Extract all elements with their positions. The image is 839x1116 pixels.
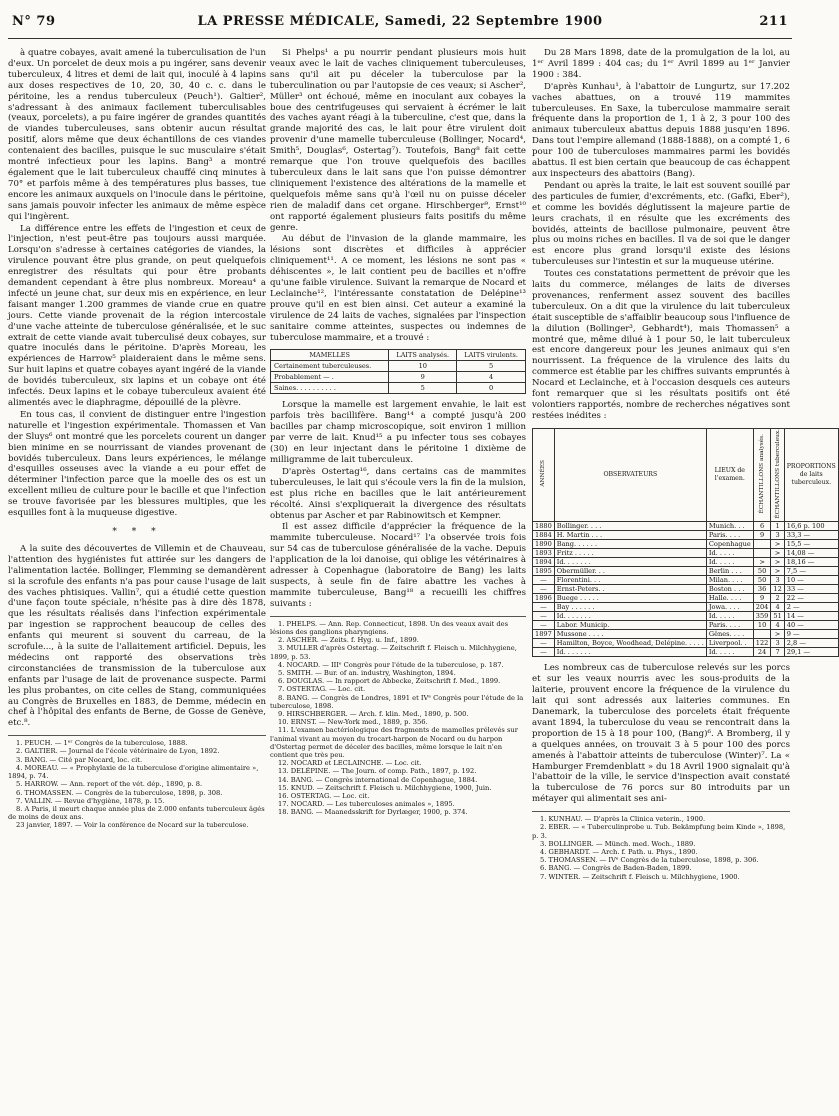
table-cell: Bay . . . . . .: [554, 603, 706, 612]
table-cell: 204: [753, 603, 771, 612]
table-cell: 1890: [533, 540, 555, 549]
table-row: [533, 603, 839, 612]
footnote: 8. A Paris, il meurt chaque année plus de 2.000 enfants tuberculeux âgés de moins de deux ans.: [8, 804, 265, 822]
table-cell: >: [771, 630, 784, 639]
table-cell: Boston . . .: [706, 585, 753, 594]
table-cell: 2,8 —: [784, 639, 838, 648]
table-row: [533, 567, 839, 576]
page-header: [0, 0, 800, 40]
table-cell: Saines. . . . . . . . . .: [271, 383, 389, 394]
table-row: [533, 639, 839, 648]
table-cell: Certainement tuberculeuses.: [271, 361, 389, 372]
table-cell: Id. . . . .: [706, 558, 753, 567]
column-middle: [270, 48, 526, 1094]
table-row: [533, 558, 839, 567]
table-cell: 7: [771, 648, 784, 657]
table-cell: —: [533, 648, 555, 657]
table-header: PROPORTIONS de laits tuberculeux.: [784, 428, 838, 522]
table-cell: —: [533, 612, 555, 621]
footnote: 17. NOCARD. — Les tuberculoses animales », 1895.: [278, 800, 455, 809]
paragraph: La différence entre les effets de l'ingestion et ceux de l'injection, n'est peut-être pas toujours aussi marquée. Lorsqu'on s'adresse à certaines catégories de viandes, la virulence pouvant être plus grande, on peut quelquefois enregistrer des résultats qui pour être probants demandent cependant à être plus nombreux. Moreau⁴ a infecté un jeune chat, sur deux mis en expérience, en leur faisant manger 1.200 grammes de viande crue en quatre jours. Cette viande provenait de la région intercostale d'une vache atteinte de tuberculose généralisée, et le suc extrait de cette viande avait tuberculisé deux cobayes, sur quatre inoculés dans le péritoine. D'après Moreau, les expériences de Harrow⁵ plaideraient dans le même sens. Sur huit lapins et quatre cobayes ayant ingéré de la viande de bovidés tuberculeux, six lapins et un cobaye ont été infectés. Deux lapins et le cobaye tuberculeux avaient été alimentés avec le diaphragme, dépouillé de la plèvre.: [8, 223, 266, 408]
footnote: 18. BANG. — Maanedsskrift for Dyrlæger, 1900, p. 374.: [278, 808, 468, 817]
table-cell: Mussone . . . .: [554, 630, 706, 639]
header-rule: [8, 38, 792, 39]
table-cell: —: [533, 576, 555, 585]
table-cell: 18,16 —: [784, 558, 838, 567]
table-row: [533, 522, 839, 531]
table-cell: 36: [753, 585, 771, 594]
table-cell: >: [753, 558, 771, 567]
issue-number: N° 79: [12, 14, 56, 29]
column-right: [532, 48, 836, 1094]
table-cell: Id. . . . . . .: [554, 558, 706, 567]
table-cell: 33,3 —: [784, 531, 838, 540]
table-cell: Ernst-Peters. .: [554, 585, 706, 594]
footnote: 3. BOLLINGER. — Münch. med. Woch., 1889.: [540, 839, 696, 848]
table-cell: 10: [389, 361, 457, 372]
table-cell: Id. . . . .: [706, 648, 753, 657]
table-cell: H. Martin . . .: [554, 531, 706, 540]
footnotes: [8, 735, 266, 829]
table-cell: 50: [753, 576, 771, 585]
table-cell: Id. . . . .: [706, 612, 753, 621]
table-header: LAITS analysés.: [389, 350, 457, 361]
footnote: 14. BANG. — Congrès international de Copenhague, 1884.: [278, 775, 478, 784]
paragraph: D'après Kunhau¹, à l'abattoir de Lungurtz, sur 17.202 vaches abattues, on a trouvé 119 mammites tuberculeuses. En Saxe, la tuberculose mammaire serait fréquente dans la proportion de 1, 1 à 2, 3 pour 100 des animaux tuberculeux abattus depuis 1888 jusqu'en 1896. Dans tout l'empire allemand (1888-1888), on a compté 1, 6 pour 100 de tuberculoses mammaires parmi les bovidés abattus. Il est bien certain que beaucoup de cas échappent aux inspecteurs des abattoirs (Bang).: [532, 81, 790, 179]
table-cell: 40 —: [784, 621, 838, 630]
table-cell: 7,5 —: [784, 567, 838, 576]
table-cell: Hamilton, Boyce, Woodhead, Delépine. . . . .: [554, 639, 706, 648]
footnote: 2. EBER. — « Tuberculinprobe u. Tub. Bekämpfung beim Kinde », 1898, p. 3.: [532, 823, 786, 840]
table-cell: Bollinger. . . .: [554, 522, 706, 531]
table-row: [533, 540, 839, 549]
table-cell: Florentini. . .: [554, 576, 706, 585]
table-cell: 9: [389, 372, 457, 383]
table-row: [533, 531, 839, 540]
paragraph: Si Phelps¹ a pu nourrir pendant plusieurs mois huit veaux avec le lait de vaches cliniquement tuberculeuses, sans qu'il ait pu déceler la tuberculose par la tuberculination ou par l'autopsie de ces veaux; si Ascher², Müller³ ont échoué, même en inoculant aux cobayes la boue des centrifugeuses qui servaient à écrémer le lait des vaches ayant réagi à la tuberculine, c'est que, dans la grande majorité des cas, le lait pour être virulent doit provenir d'une mamelle tuberculeuse (Bollinger, Nocard⁴, Smith⁵, Douglas⁶, Ostertag⁷). Toutefois, Bang⁸ fait cette remarque que l'on trouve quelquefois des bacilles tuberculeux dans le lait sans que l'on puisse démontrer cliniquement l'existence des altérations de la mamelle et quelquefois même sans qu'à l'œil nu on puisse déceler rien de maladif dans cet organe. Hirschberger⁹, Ernst¹⁰ ont rapporté également plusieurs faits positifs du même genre.: [270, 48, 526, 233]
table-cell: 4: [771, 603, 784, 612]
table-cell: 3: [771, 531, 784, 540]
footnote: 3. BANG. — Cité par Nocard, loc. cit.: [16, 755, 143, 764]
table-cell: 10 —: [784, 576, 838, 585]
table-row: [533, 594, 839, 603]
table-cell: 4: [457, 372, 526, 383]
table-cell: 1896: [533, 594, 555, 603]
table-cell: >: [771, 558, 784, 567]
table-cell: 2 —: [784, 603, 838, 612]
table-cell: 2: [771, 594, 784, 603]
footnote: 10. ERNST. — New-York med., 1889, p. 356.: [278, 718, 428, 727]
table-cell: 359: [753, 612, 771, 621]
section-separator: * * *: [112, 526, 162, 537]
table-cell: 29,1 —: [784, 648, 838, 657]
journal-title: LA PRESSE MÉDICALE, Samedi, 22 Septembre 1900: [197, 14, 603, 29]
footnote: 6. THOMASSEN. — Congrès de la tuberculose, 1898, p. 308.: [16, 788, 223, 797]
table-row: [271, 361, 526, 372]
table-cell: >: [771, 549, 784, 558]
footnote: 4. GEBHARDT. — Arch. f. Path. u. Phys., 1890.: [540, 847, 698, 856]
footnote: 6. BANG. — Congrès de Baden-Baden, 1899.: [540, 864, 692, 873]
table-header: ÉCHANTILLONS analysés.: [753, 428, 771, 522]
table-cell: 15,5 —: [784, 540, 838, 549]
paragraph: A la suite des découvertes de Villemin et de Chauveau, l'attention des hygiénistes fut attirée sur les dangers de l'alimentation lactée. Bollinger, Flemming se demandèrent si la scrofule des enfants n'a pas pour cause l'usage de lait des vaches phtisiques. Vallin⁷, qui a étudié cette question d'une façon toute spéciale, n'hésite pas à dire dès 1878, que les résultats réalisés dans l'infection expérimentale par ingestion se rapprochent beaucoup de celles des enfants qui meurent si souvent du carreau, de la scrofule..., à la suite de l'allaitement artificiel. Depuis, les médecins ont rapporté des observations très circonstanciées de transmission de la tuberculose aux enfants par l'usage de lait de provenance suspecte. Parmi les plus probantes, on cite celles de Stang, communiquées au Congrès de Bruxelles en 1883, de Demme, médecin en chef à l'hôpital des enfants de Berne, de Gosse de Genève, etc.⁸.: [8, 543, 266, 729]
footnote: 11. L'examen bactériologique des fragments de mamelles prélevés sur l'animal vivant au moyen du trocart-harpon de Nocard ou du harpon d'Ostertag permet de déceler des bacilles, même lorsque le lait n'en contient que très peu.: [270, 726, 518, 759]
footnote: 4. MOREAU. — « Prophylaxie de la tuberculose d'origine alimentaire », 1894, p. 74.: [8, 763, 259, 781]
paragraph: D'après Ostertag¹⁶, dans certains cas de mammites tuberculeuses, le lait qui s'écoule vers la fin de la mulsion, est plus riche en bacilles que le lait antérieurement récolté. Ainsi s'expliquerait la divergence des résultats obtenus par Ascher et par Rabinowitsch et Kempner.: [270, 466, 526, 521]
footnote: 1. PHELPS. — Ann. Rep. Connecticut, 1898. Un des veaux avait des lésions des ganglions pharyngiens.: [270, 619, 509, 636]
table-row: [533, 585, 839, 594]
table-cell: 1897: [533, 630, 555, 639]
table-cell: Probablement — .: [271, 372, 389, 383]
page-number: 211: [759, 14, 788, 29]
table-cell: 1880: [533, 522, 555, 531]
table-cell: —: [533, 585, 555, 594]
footnote: 8. BANG. — Congrès de Londres, 1891 et IVᵉ Congrès pour l'étude de la tuberculose, 1898.: [270, 693, 524, 710]
table-cell: 14,08 —: [784, 549, 838, 558]
table-cell: —: [533, 603, 555, 612]
table-cell: [753, 630, 771, 639]
paragraph: Du 28 Mars 1898, date de la promulgation de la loi, au 1ᵉʳ Avril 1899 : 404 cas; du 1ᵉʳ Avril 1899 au 1ᵉʳ Janvier 1900 : 384.: [532, 48, 790, 80]
table-cell: Gênes. . . .: [706, 630, 753, 639]
paragraph: Les nombreux cas de tuberculose relevés sur les porcs et sur les veaux nourris avec les sous-produits de la laiterie, prouvent encore la fréquence de la virulence du lait qui sont adressés aux laiteries communes. En Danemark, la tuberculose des porcelets était fréquente avant 1894, la tuberculose du veau se rencontrait dans la proportion de 15 à 18 pour 100, (Bang)⁶. A Bromberg, il y a quelques années, on trouvait 3 à 5 pour 100 des porcs amenés à l'abattoir atteints de tuberculose (Winter)⁷. La « Hamburger Fremdenblatt » du 18 Avril 1900 signalait qu'à l'abattoir de la ville, le service d'inspection avait constaté la tuberculose de 76 porcs sur 80 introduits par un métayer qui alimentait ses ani-: [532, 663, 790, 805]
footnotes: [270, 616, 526, 817]
paragraph: Lorsque la mamelle est largement envahie, le lait est parfois très bacillifère. Bang¹⁴ a compté jusqu'à 200 bacilles par champ microscopique, soit environ 1 million par verre de lait. Knud¹⁵ a pu infecter tous ses cobayes (30) en leur injectant dans le péritoine 1 dixième de milligramme de lait tuberculeux.: [270, 400, 526, 465]
table-cell: 9: [753, 594, 771, 603]
table-cell: >: [771, 567, 784, 576]
table-cell: 3: [771, 639, 784, 648]
table-header: LAITS virulents.: [457, 350, 526, 361]
footnotes: [532, 811, 790, 881]
table-cell: 51: [771, 612, 784, 621]
paragraph: Au début de l'invasion de la glande mammaire, les lésions sont discrètes et difficiles à apprécier cliniquement¹¹. A ce moment, les lésions ne sont pas « déhiscentes », le lait contient peu de bacilles et n'offre qu'une faible virulence. Suivant la remarque de Nocard et Leclainche¹², l'intéressante constatation de Delépine¹³ prouve qu'il en est bien ainsi. Cet auteur a examiné la virulence de 24 laits de vaches, signalées par l'inspection sanitaire comme atteintes, suspectes ou indemnes de tuberculose mammaire, et a trouvé :: [270, 234, 526, 343]
footnote: 4. NOCARD. — IIIᵉ Congrès pour l'étude de la tuberculose, p. 187.: [278, 660, 504, 669]
footnote: 7. VALLIN. — Revue d'hygiène, 1878, p. 15.: [16, 796, 165, 805]
table-cell: 22 —: [784, 594, 838, 603]
table-cell: Obermüller. . .: [554, 567, 706, 576]
table-cell: 1894: [533, 558, 555, 567]
table-cell: 16,6 p. 100: [784, 522, 838, 531]
table-cell: 3: [771, 576, 784, 585]
table-body: [533, 522, 839, 657]
footnote: 7. WINTER. — Zeitschrift f. Fleisch u. Milchhygiene, 1900.: [540, 872, 740, 881]
commerce-milk-table: [532, 428, 839, 658]
paragraph: Il est assez difficile d'apprécier la fréquence de la mammite tuberculeuse. Nocard¹⁷ l'a observée trois fois sur 54 cas de tuberculose généralisée de la vache. Depuis l'application de la loi danoise, qui oblige les vétérinaires à adresser à Copenhague (laboratoire de Bang) les laits suspects, à seule fin de faire abattre les vaches à mammite tuberculeuse, Bang¹⁸ a recueilli les chiffres suivants :: [270, 522, 526, 609]
table-header: MAMELLES: [271, 350, 389, 361]
table-header: LIEUX de l'examen.: [706, 428, 753, 522]
table-cell: 24: [753, 648, 771, 657]
table-header: OBSERVATEURS: [554, 428, 706, 522]
table-cell: 122: [753, 639, 771, 648]
table-cell: [753, 549, 771, 558]
table-cell: Paris. . . .: [706, 531, 753, 540]
footnote: 23 janvier, 1897. — Voir la conférence de Nocard sur la tuberculose.: [16, 821, 249, 830]
footnote: 5. HARROW. — Ann. report of the vét. dép., 1890, p. 8.: [16, 780, 203, 789]
table-cell: 50: [753, 567, 771, 576]
footnote: 6. DOUGLAS. — In rapport de Abbecke, Zeitschrift f. Med., 1899.: [278, 677, 501, 686]
table-row: [271, 372, 526, 383]
table-cell: 5: [389, 383, 457, 394]
table-cell: Liverpool. .: [706, 639, 753, 648]
table-cell: 5: [457, 361, 526, 372]
table-cell: —: [533, 639, 555, 648]
footnote: 5. THOMASSEN. — IVᵉ Congrès de la tuberculose, 1898, p. 306.: [540, 856, 759, 865]
table-header: ÉCHANTILLONS tuberculeux.: [771, 428, 784, 522]
table-cell: 33 —: [784, 585, 838, 594]
footnote: 3. MULLER d'après Ostertag. — Zeitschrift f. Fleisch u. Milchhygiene, 1899, p. 53.: [270, 644, 517, 661]
table-cell: 1: [771, 522, 784, 531]
table-row: [533, 612, 839, 621]
table-cell: Munich. . .: [706, 522, 753, 531]
table-cell: 0: [457, 383, 526, 394]
table-cell: —: [533, 621, 555, 630]
table-cell: 1895: [533, 567, 555, 576]
table-cell: Bang. . . . . .: [554, 540, 706, 549]
table-cell: 10: [753, 621, 771, 630]
paragraph: En tous cas, il convient de distinguer entre l'ingestion naturelle et l'ingestion expérimentale. Thomassen et Van der Sluys⁶ ont montré que les porcelets courent un danger bien minime en se nourrissant de viandes provenant de bovidés tuberculeux. Dans leurs expériences, le mélange d'esquilles osseuses avec la viande a eu pour effet de déterminer l'infection parce que la moelle des os est un excellent milieu de culture pour le bacille et que l'infection se trouve favorisée par les blessures multiples, que les esquilles font à la muqueuse digestive.: [8, 409, 266, 519]
table-cell: Id. . . . .: [706, 549, 753, 558]
footnote: 7. OSTERTAG. — Loc. cit.: [278, 685, 366, 694]
table-cell: 6: [753, 522, 771, 531]
table-cell: Fritz . . . . .: [554, 549, 706, 558]
table-row: [271, 383, 526, 394]
paragraph: Pendant ou après la traite, le lait est souvent souillé par des particules de fumier, d'excréments, etc. (Gafki, Eber²), et comme les bovidés déglutissent la majeure partie de leurs crachats, il en résulte que les excréments des bovidés, atteints de bacillose pulmonaire, peuvent être plus ou moins riches en bacilles. Il va de soi que le danger est encore plus grand lorsqu'il existe des lésions tuberculeuses sur l'intestin et sur la muqueuse utérine.: [532, 180, 790, 268]
table-row: [533, 576, 839, 585]
footnote: 9. HIRSCHBERGER. — Arch. f. klin. Med., 1890, p. 500.: [278, 709, 469, 718]
table-cell: Milan. . . .: [706, 576, 753, 585]
mamelles-table: [270, 349, 526, 394]
table-header: ANNÉES: [533, 428, 555, 522]
table-cell: 9 —: [784, 630, 838, 639]
footnote: 2. ASCHER. — Zeits. f. Hyg. u. Inf., 1899.: [278, 636, 419, 645]
footnote: 13. DELÉPINE. — The Journ. of comp. Path., 1897, p. 192.: [278, 767, 477, 776]
table-cell: 1893: [533, 549, 555, 558]
table-cell: 1884: [533, 531, 555, 540]
table-row: [533, 630, 839, 639]
table-cell: [753, 540, 771, 549]
table-cell: Labor. Municip.: [554, 621, 706, 630]
footnote: 5. SMITH. — Bur. of an. industry, Washington, 1894.: [278, 668, 456, 677]
table-row: [533, 549, 839, 558]
table-cell: 12: [771, 585, 784, 594]
table-row: [533, 621, 839, 630]
column-left: [8, 48, 266, 1094]
table-row: [533, 648, 839, 657]
table-cell: 4: [771, 621, 784, 630]
footnote: 16. OSTERTAG. — Loc. cit.: [278, 791, 370, 800]
footnote: 1. KUNHAU. — D'après la Clinica veterin., 1900.: [540, 815, 706, 824]
table-cell: 14 —: [784, 612, 838, 621]
footnote: 1. PEUCH. — 1ᵉʳ Congrès de la tuberculose, 1888.: [16, 739, 188, 748]
footnote: 12. NOCARD et LECLAINCHE. — Loc. cit.: [278, 759, 422, 768]
table-cell: >: [771, 540, 784, 549]
table-cell: Berlin . . .: [706, 567, 753, 576]
table-cell: 9: [753, 531, 771, 540]
table-cell: Copenhague: [706, 540, 753, 549]
footnote: 15. KNUD. — Zeitschrift f. Fleisch u. Milchhygiene, 1900, Juin.: [278, 783, 492, 792]
paragraph: Toutes ces constatations permettent de prévoir que les laits du commerce, mélanges de laits de diverses provenances, renferment assez souvent des bacilles tuberculeux. On a dit que la virulence du lait tuberculeux était susceptible de s'affaiblir beaucoup sous l'influence de la dilution (Bollinger³, Gebhardt⁴), mais Thomassen⁵ a montré que, même dilué à 1 pour 50, le lait tuberculeux est encore dangereux pour les jeunes animaux qui s'en nourrissent. La fréquence de la virulence des laits du commerce est établie par les chiffres suivants empruntés à Nocard et Leclainche, et à l'occasion desquels ces auteurs font remarquer que si les résultats positifs ont été volontiers rapportés, nombre de recherches négatives sont restées inédites :: [532, 269, 790, 421]
table-cell: Buege . . . . .: [554, 594, 706, 603]
table-cell: Id. . . . . . .: [554, 612, 706, 621]
table-cell: Paris. . . .: [706, 621, 753, 630]
paragraph: à quatre cobayes, avait amené la tuberculisation de l'un d'eux. Un porcelet de deux mois a pu ingérer, sans devenir tuberculeux, 4 litres et demi de lait qui, inoculé à 4 lapins aux doses respectives de 10, 20, 30, 40 c. c. dans le péritoine, les a rendus tuberculeux (Peuch¹). Galtier², s'adressant à des animaux facilement tuberculisables (veaux, porcelets), a pu faire ingérer de grandes quantités de viandes tuberculeuses, sans obtenir aucun résultat positif, alors même que deux échantillons de ces viandes contenaient des bacilles, puisque le suc musculaire s'était montré infectieux pour les lapins. Bang³ a montré également que le lait tuberculeux chauffé cinq minutes à 70° et parfois même à des températures plus basses, tue encore les animaux auxquels on l'inocule dans le péritoine, sans jamais pouvoir infecter les animaux de même espèce qui l'ingèrent.: [8, 48, 266, 222]
table-cell: Id. . . . . . .: [554, 648, 706, 657]
footnote: 2. GALTIER. — Journal de l'école vétérinaire de Lyon, 1892.: [16, 747, 220, 756]
table-cell: Jowa. . . .: [706, 603, 753, 612]
table-cell: Halle. . . .: [706, 594, 753, 603]
